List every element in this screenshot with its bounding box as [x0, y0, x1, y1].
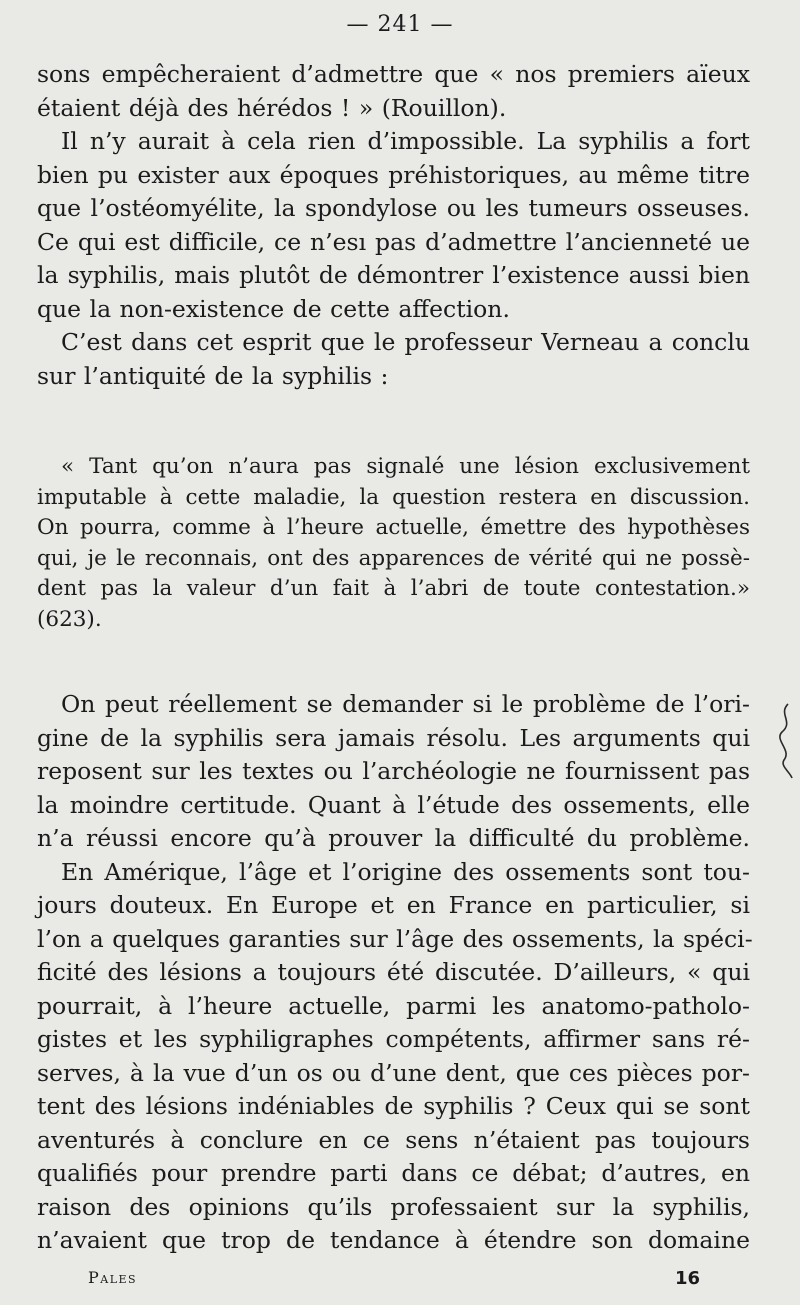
text-line: qualifiés pour prendre parti dans ce débat; d’autres, en — [37, 1159, 750, 1187]
text-line: Il n’y aurait à cela rien d’impossible. La syphilis a fort — [61, 127, 750, 155]
quote-line: « Tant qu’on n’aura pas signalé une lésion exclusivement — [61, 454, 750, 479]
text-line: ficité des lésions a toujours été discutée. D’ailleurs, « qui — [37, 958, 750, 986]
quote-line: (623). — [37, 606, 102, 632]
text-line: gine de la syphilis sera jamais résolu. Les arguments qui — [37, 723, 750, 752]
text-line: sons empêcheraient d’admettre que « nos premiers aïeux — [37, 60, 750, 88]
text-line: pourrait, à l’heure actuelle, parmi les anatomo-patholo- — [37, 991, 750, 1020]
block-quote — [37, 452, 750, 636]
text-line: Ce qui est difficile, ce n’esı pas d’admettre l’ancienneté ue — [37, 227, 750, 256]
paragraph-block-2 — [37, 688, 753, 1258]
text-line: gistes et les syphiligraphes compétents, affirmer sans ré- — [37, 1025, 750, 1053]
text-line: étaient déjà des hérédos ! » (Rouillon). — [37, 93, 507, 122]
text-line: n’a réussi encore qu’à prouver la difficulté du problème. — [37, 824, 750, 852]
text-line: raison des opinions qu’ils professaient sur la syphilis, — [37, 1192, 750, 1221]
quote-line: imputable à cette maladie, la question restera en discussion. — [37, 484, 750, 510]
text-line: reposent sur les textes ou l’archéologie ne fournissent pas — [37, 757, 750, 785]
sheet-number: 16 — [675, 1268, 701, 1289]
text-line: n’avaient que trop de tendance à étendre son domaine — [37, 1226, 750, 1254]
text-line: aventurés à conclure en ce sens n’étaient pas toujours — [37, 1125, 750, 1154]
text-line: l’on a quelques garanties sur l’âge des ossements, la spéci- — [37, 924, 753, 953]
text-line: bien pu exister aux époques préhistoriques, au même titre — [37, 160, 750, 189]
text-line: sur l’antiquité de la syphilis : — [37, 361, 389, 390]
signature-mark: Pales — [88, 1268, 138, 1287]
margin-bracket-mark — [770, 700, 800, 780]
text-line: la syphilis, mais plutôt de démontrer l’existence aussi bien — [37, 261, 750, 289]
text-line: On peut réellement se demander si le problème de l’ori- — [61, 690, 750, 718]
text-line: jours douteux. En Europe et en France en particulier, si — [37, 891, 750, 919]
quote-line: dent pas la valeur d’un fait à l’abri de toute contestation.» — [37, 576, 750, 602]
text-line: tent des lésions indéniables de syphilis ? Ceux qui se sont — [37, 1092, 750, 1120]
text-line: En Amérique, l’âge et l’origine des ossements sont tou- — [61, 857, 750, 886]
text-line: serves, à la vue d’un os ou d’une dent, que ces pièces por- — [37, 1058, 750, 1087]
page-number-header: — 241 — — [346, 12, 454, 37]
text-line: la moindre certitude. Quant à l’étude des ossements, elle — [37, 790, 750, 819]
text-line: que l’ostéomyélite, la spondylose ou les tumeurs osseuses. — [37, 194, 750, 222]
quote-line: On pourra, comme à l’heure actuelle, émettre des hypothèses — [37, 515, 750, 541]
text-line: que la non-existence de cette affection. — [37, 294, 510, 323]
text-line: C’est dans cet esprit que le professeur Verneau a conclu — [61, 328, 750, 356]
quote-line: qui, je le reconnais, ont des apparences de vérité qui ne possè- — [37, 545, 750, 571]
paragraph-block-1 — [37, 58, 750, 393]
